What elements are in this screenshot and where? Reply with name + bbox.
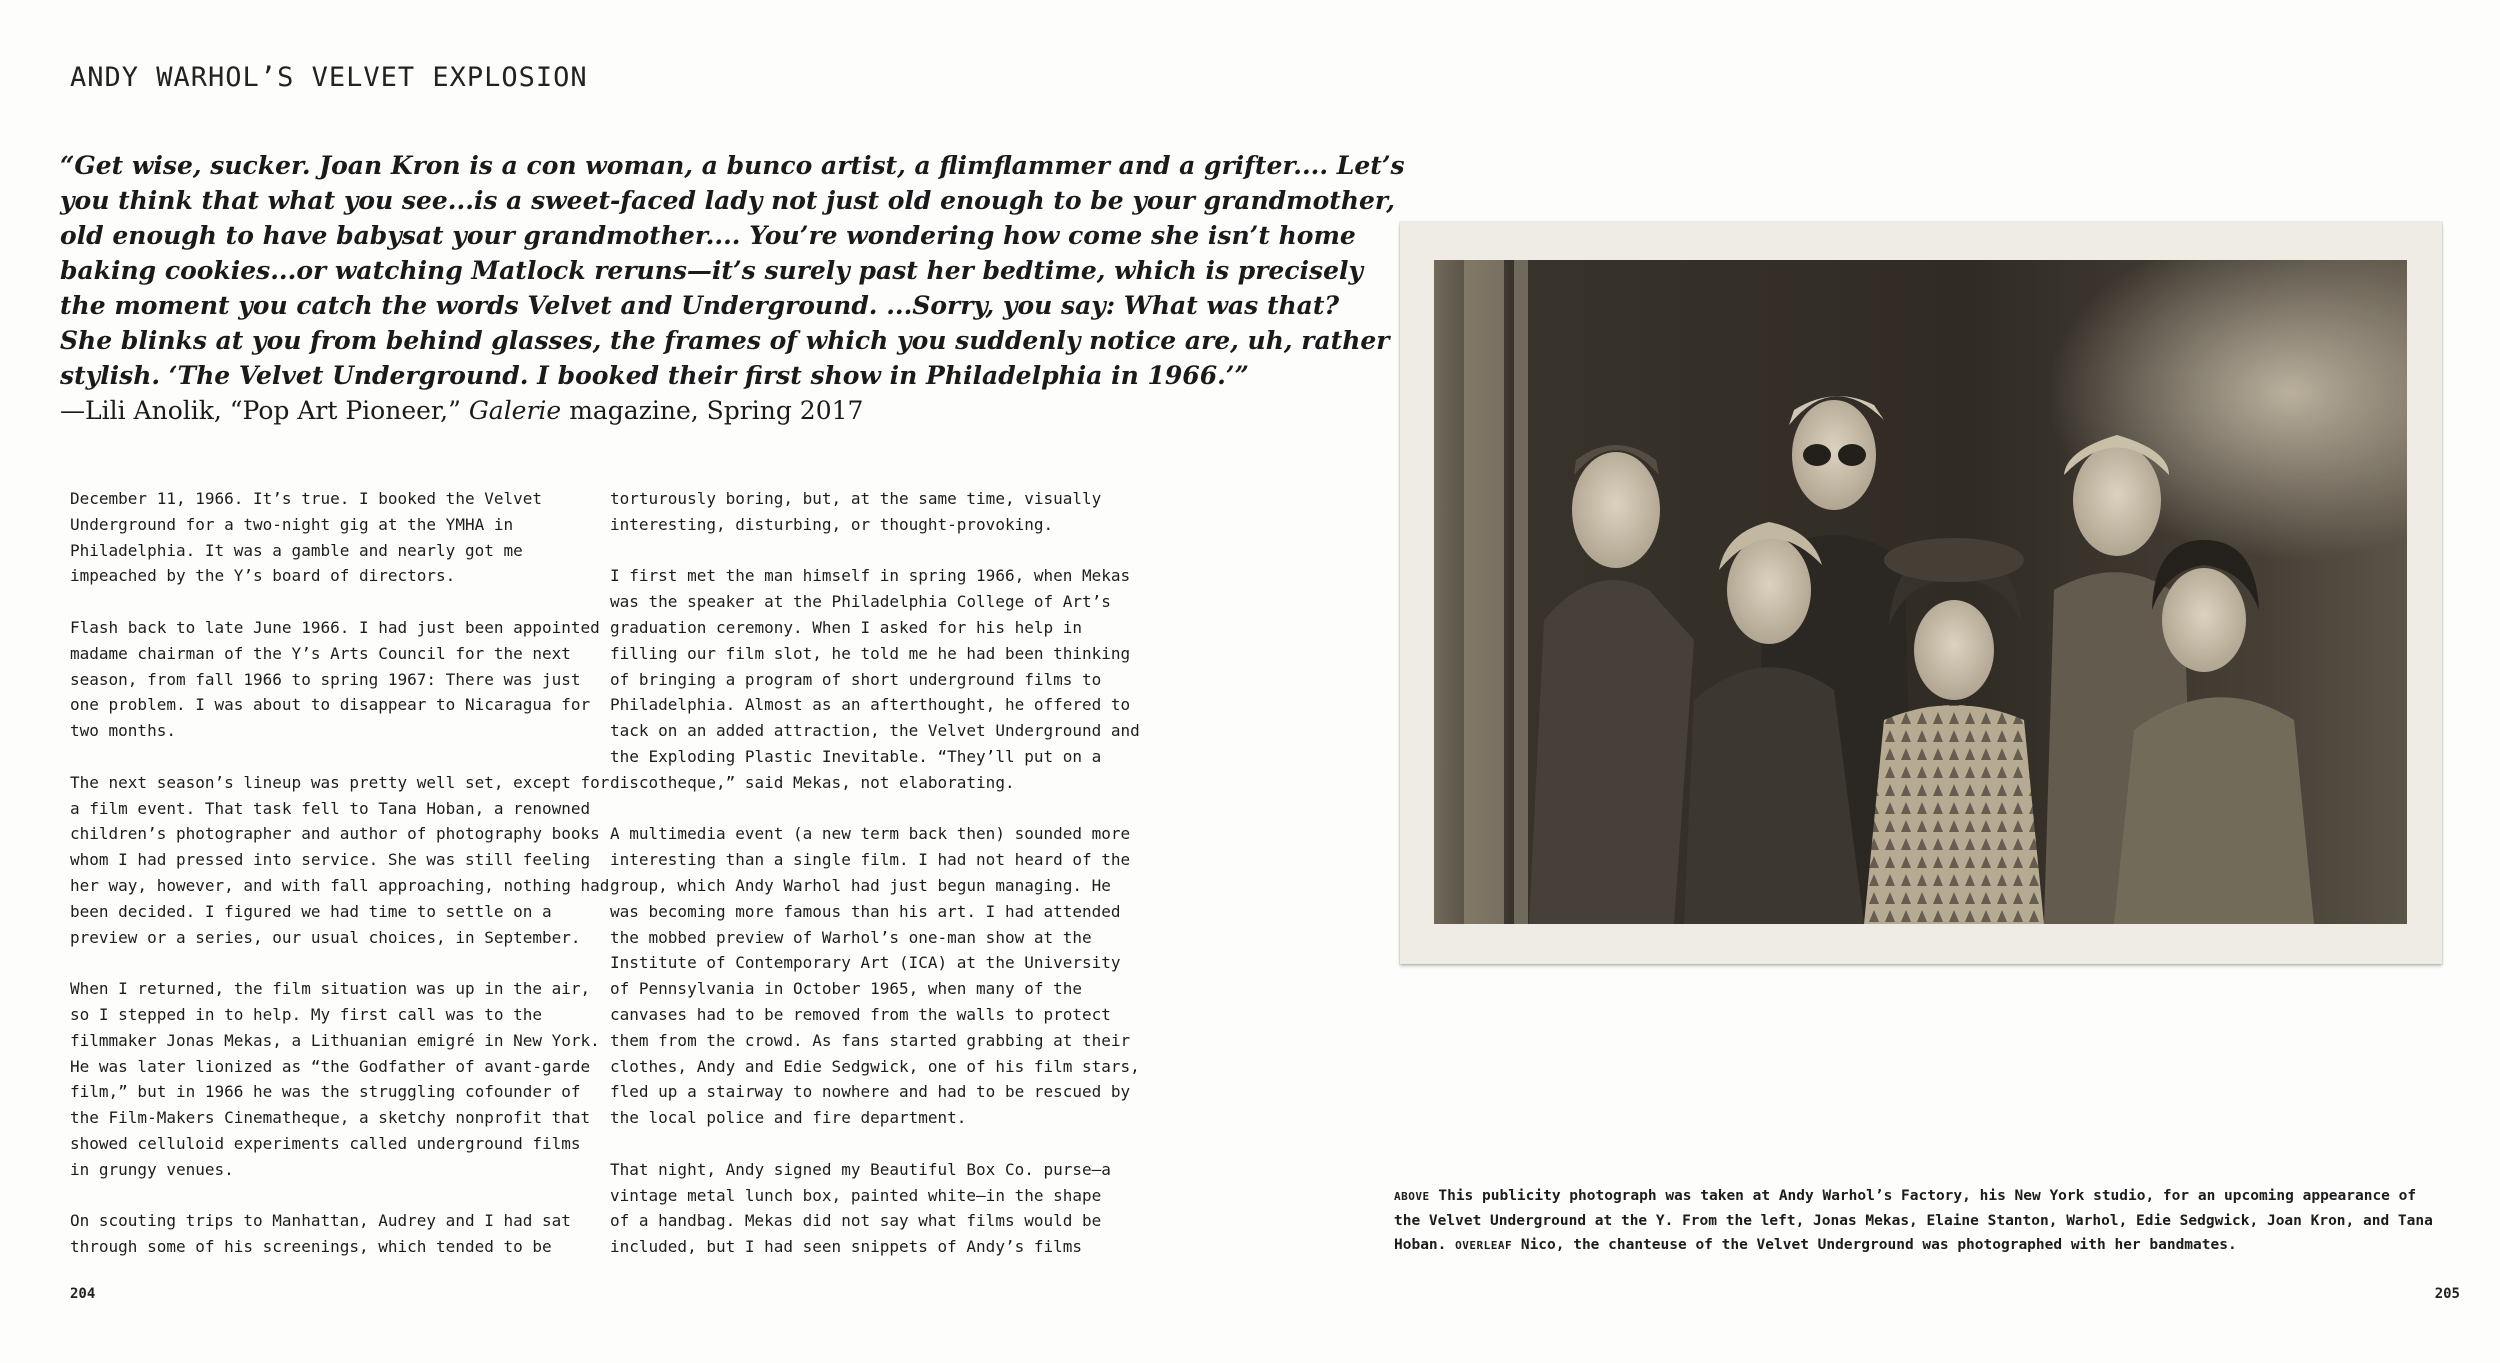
- body-paragraph: [610, 486, 1170, 538]
- body-line: of a handbag. Mekas did not say what films would be: [610, 1211, 1102, 1231]
- body-line: filmmaker Jonas Mekas, a Lithuanian emigré in New York.: [70, 1030, 600, 1050]
- caption-text: Nico, the chanteuse of the Velvet Underground was photographed with her bandmates.: [1520, 1237, 2237, 1253]
- body-line: Flash back to late June 1966. I had just been appointed: [70, 617, 600, 637]
- body-line: preview or a series, our usual choices, in September.: [70, 927, 581, 947]
- body-line: torturously boring, but, at the same time, visually: [610, 489, 1102, 508]
- body-line: showed celluloid experiments called underground films: [70, 1133, 581, 1153]
- photo-caption: [1394, 1184, 2474, 1258]
- body-line: children’s photographer and author of photography books: [70, 824, 600, 844]
- epigraph-line: baking cookies...or watching Matlock reruns—it’s surely past her bedtime, which is precisely: [60, 256, 1364, 285]
- body-paragraph: [70, 1208, 600, 1260]
- body-line: Underground for a two-night gig at the YMHA in: [70, 514, 514, 534]
- epigraph: [60, 148, 1405, 428]
- body-line: them from the crowd. As fans started grabbing at their: [610, 1030, 1131, 1050]
- body-column-1: [70, 486, 610, 1286]
- body-paragraph: [70, 976, 600, 1182]
- body-line: vintage metal lunch box, painted white—in the shape: [610, 1185, 1102, 1205]
- body-line: interesting than a single film. I had not heard of the: [610, 850, 1131, 870]
- caption-line: the Velvet Underground at the Y. From the left, Jonas Mekas, Elaine Stanton, Warhol, Edie Sedgwick, Joan Kron, and Tana: [1394, 1213, 2433, 1229]
- body-line: in grungy venues.: [70, 1159, 234, 1179]
- body-column-2: [610, 486, 1170, 1286]
- body-line: Institute of Contemporary Art (ICA) at the University: [610, 953, 1121, 973]
- body-line: the Exploding Plastic Inevitable. “They’ll put on a: [610, 746, 1102, 766]
- body-line: fled up a stairway to nowhere and had to be rescued by: [610, 1082, 1131, 1102]
- body-line: On scouting trips to Manhattan, Audrey and I had sat: [70, 1211, 571, 1231]
- factory-group-photograph: [1434, 260, 2407, 924]
- body-line: was becoming more famous than his art. I had attended: [610, 901, 1121, 921]
- epigraph-line: old enough to have babysat your grandmother.... You’re wondering how come she isn’t home: [60, 221, 1356, 250]
- page-number-right: 205: [2434, 1286, 2460, 1302]
- body-line: the local police and fire department.: [610, 1108, 967, 1128]
- epigraph-attribution: [60, 393, 1170, 428]
- body-line: That night, Andy signed my Beautiful Box Co. purse—a: [610, 1159, 1111, 1179]
- caption-line: [1394, 1233, 2474, 1258]
- body-line: film,” but in 1966 he was the struggling cofounder of: [70, 1082, 581, 1102]
- body-paragraph: [70, 770, 610, 951]
- caption-tag-overleaf: OVERLEAF: [1455, 1239, 1513, 1252]
- page-number-left: 204: [70, 1286, 96, 1302]
- body-paragraph: [610, 1157, 1170, 1260]
- body-line: Philadelphia. It was a gamble and nearly got me: [70, 540, 523, 560]
- right-page: [1250, 0, 2500, 1363]
- body-line: whom I had pressed into service. She was still feeling: [70, 850, 591, 870]
- body-line: interesting, disturbing, or thought-provoking.: [610, 514, 1054, 534]
- body-line: He was later lionized as “the Godfather of avant-garde: [70, 1056, 591, 1076]
- body-line: canvases had to be removed from the walls to protect: [610, 1004, 1111, 1024]
- attribution-publication: Galerie: [468, 396, 562, 425]
- body-line: A multimedia event (a new term back then) sounded more: [610, 824, 1131, 844]
- body-line: was the speaker at the Philadelphia College of Art’s: [610, 592, 1111, 612]
- body-line: been decided. I figured we had time to settle on a: [70, 901, 552, 921]
- epigraph-line: “Get wise, sucker. Joan Kron is a con woman, a bunco artist, a flimflammer and a grifter.... Let’s: [60, 151, 1405, 180]
- epigraph-line: you think that what you see...is a sweet-faced lady not just old enough to be your grandmother,: [60, 186, 1395, 215]
- body-line: two months.: [70, 721, 176, 741]
- epigraph-line: stylish. ‘The Velvet Underground. I booked their first show in Philadelphia in 1966.’”: [60, 361, 1249, 390]
- body-line: graduation ceremony. When I asked for his help in: [610, 617, 1083, 637]
- body-line: discotheque,” said Mekas, not elaborating.: [610, 772, 1015, 792]
- body-line: the Film-Makers Cinematheque, a sketchy nonprofit that: [70, 1108, 591, 1128]
- body-paragraph: [70, 615, 600, 744]
- body-line: filling our film slot, he told me he had been thinking: [610, 643, 1131, 663]
- photo-print-border: [1400, 222, 2442, 964]
- photo-illustration: [1434, 260, 2407, 924]
- body-line: December 11, 1966. It’s true. I booked the Velvet: [70, 489, 543, 508]
- body-line: season, from fall 1966 to spring 1967: There was just: [70, 669, 581, 689]
- body-line: Philadelphia. Almost as an afterthought, he offered to: [610, 695, 1131, 715]
- body-line: the mobbed preview of Warhol’s one-man show at the: [610, 927, 1092, 947]
- caption-line: [1394, 1184, 2474, 1209]
- body-line: I first met the man himself in spring 1966, when Mekas: [610, 566, 1131, 586]
- epigraph-line: the moment you catch the words Velvet and Underground. ...Sorry, you say: What was that?: [60, 291, 1340, 320]
- body-line: madame chairman of the Y’s Arts Council for the next: [70, 643, 571, 663]
- caption-text: This publicity photograph was taken at Andy Warhol’s Factory, his New York studio, for an upcoming appearance of: [1438, 1188, 2417, 1204]
- body-line: of bringing a program of short underground films to: [610, 669, 1102, 689]
- body-line: The next season’s lineup was pretty well set, except for: [70, 772, 610, 792]
- body-line: included, but I had seen snippets of Andy’s films: [610, 1237, 1083, 1257]
- body-line: of Pennsylvania in October 1965, when many of the: [610, 979, 1083, 999]
- body-line: so I stepped in to help. My first call was to the: [70, 1004, 543, 1024]
- body-line: her way, however, and with fall approaching, nothing had: [70, 875, 610, 895]
- body-paragraph: [70, 486, 600, 589]
- body-line: When I returned, the film situation was up in the air,: [70, 979, 591, 999]
- epigraph-line: She blinks at you from behind glasses, the frames of which you suddenly notice are, uh, rather: [60, 326, 1390, 355]
- body-paragraph: [610, 821, 1170, 1131]
- attribution-author: —Lili Anolik, “Pop Art Pioneer,”: [60, 396, 461, 425]
- body-line: clothes, Andy and Edie Sedgwick, one of his film stars,: [610, 1056, 1140, 1076]
- body-line: impeached by the Y’s board of directors.: [70, 566, 456, 586]
- body-line: through some of his screenings, which tended to be: [70, 1237, 552, 1257]
- body-paragraph: [610, 563, 1170, 795]
- body-line: one problem. I was about to disappear to Nicaragua for: [70, 695, 591, 715]
- chapter-title: ANDY WARHOL’S VELVET EXPLOSION: [70, 62, 588, 93]
- attribution-date: magazine, Spring 2017: [569, 396, 864, 425]
- epigraph-quote: [60, 148, 1405, 393]
- body-line: a film event. That task fell to Tana Hoban, a renowned: [70, 798, 591, 818]
- caption-text: Hoban.: [1394, 1237, 1447, 1253]
- body-line: tack on an added attraction, the Velvet Underground and: [610, 721, 1140, 741]
- caption-tag-above: ABOVE: [1394, 1190, 1430, 1203]
- body-line: group, which Andy Warhol had just begun managing. He: [610, 875, 1111, 895]
